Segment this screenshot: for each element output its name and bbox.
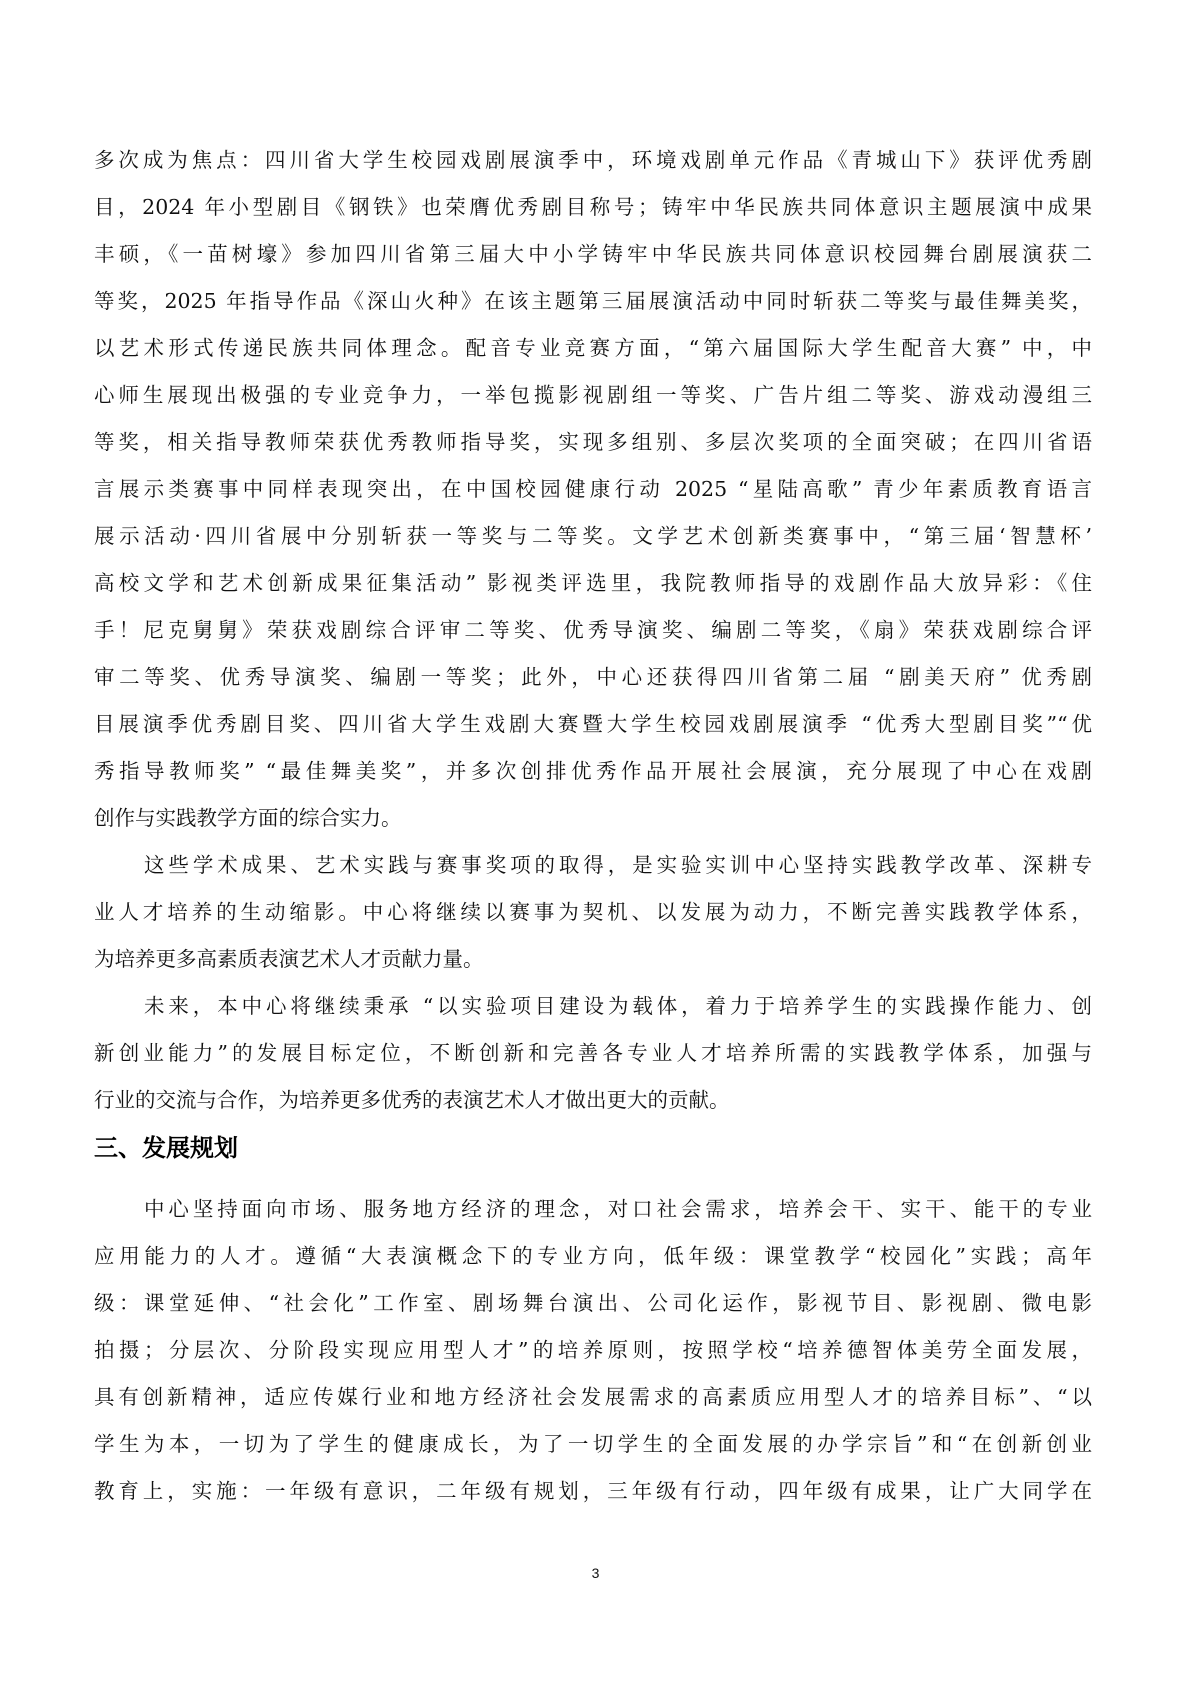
text-line: 心师生展现出极强的专业竞争力，一举包揽影视剧组一等奖、广告片组二等奖、游戏动漫组三	[94, 383, 1092, 407]
text-line: 教育上，实施：一年级有意识，二年级有规划，三年级有行动，四年级有成果，让广大同学在	[94, 1479, 1092, 1503]
text-line: 目，2024 年小型剧目《钢铁》也荣膺优秀剧目称号；铸牢中华民族共同体意识主题展演中成果	[94, 195, 1092, 219]
text-line: 应用能力的人才。遵循“大表演概念下的专业方向，低年级：课堂教学“校园化”实践；高年	[94, 1244, 1092, 1268]
text-line: 学生为本，一切为了学生的健康成长，为了一切学生的全面发展的办学宗旨”和“在创新创业	[94, 1432, 1092, 1456]
text-line: 创作与实践教学方面的综合实力。	[94, 806, 402, 830]
text-line: 未来，本中心将继续秉承 “以实验项目建设为载体，着力于培养学生的实践操作能力、创	[144, 994, 1092, 1018]
page-number: 3	[591, 1565, 600, 1581]
text-line: 为培养更多高素质表演艺术人才贡献力量。	[94, 947, 484, 971]
section-heading: 三、发展规划	[94, 1134, 238, 1162]
text-line: 拍摄；分层次、分阶段实现应用型人才”的培养原则，按照学校“培养德智体美劳全面发展，	[94, 1338, 1092, 1362]
text-line: 言展示类赛事中同样表现突出，在中国校园健康行动 2025 “星陆高歌” 青少年素质教育语言	[94, 477, 1092, 501]
text-line: 新创业能力”的发展目标定位，不断创新和完善各专业人才培养所需的实践教学体系，加强与	[94, 1041, 1092, 1065]
text-line: 具有创新精神，适应传媒行业和地方经济社会发展需求的高素质应用型人才的培养目标”、“以	[94, 1385, 1092, 1409]
text-line: 手！尼克舅舅》荣获戏剧综合评审二等奖、优秀导演奖、编剧二等奖，《扇》荣获戏剧综合评	[94, 618, 1092, 642]
text-line: 丰硕，《一苗树壕》参加四川省第三届大中小学铸牢中华民族共同体意识校园舞台剧展演获二	[94, 242, 1092, 266]
text-line: 这些学术成果、艺术实践与赛事奖项的取得，是实验实训中心坚持实践教学改革、深耕专	[144, 853, 1092, 877]
text-line: 审二等奖、优秀导演奖、编剧一等奖；此外，中心还获得四川省第二届 “剧美天府” 优秀剧	[94, 665, 1092, 689]
text-line: 多次成为焦点：四川省大学生校园戏剧展演季中，环境戏剧单元作品《青城山下》获评优秀剧	[94, 148, 1092, 172]
text-line: 以艺术形式传递民族共同体理念。配音专业竞赛方面，“第六届国际大学生配音大赛” 中，中	[94, 336, 1092, 360]
text-line: 秀指导教师奖” “最佳舞美奖”，并多次创排优秀作品开展社会展演，充分展现了中心在戏剧	[94, 759, 1092, 783]
text-line: 中心坚持面向市场、服务地方经济的理念，对口社会需求，培养会干、实干、能干的专业	[144, 1197, 1092, 1221]
text-line: 等奖，2025 年指导作品《深山火种》在该主题第三届展演活动中同时斩获二等奖与最佳舞美奖，	[94, 289, 1092, 313]
text-line: 行业的交流与合作，为培养更多优秀的表演艺术人才做出更大的贡献。	[94, 1088, 730, 1112]
text-line: 目展演季优秀剧目奖、四川省大学生戏剧大赛暨大学生校园戏剧展演季 “优秀大型剧目奖”“优	[94, 712, 1092, 736]
text-line: 展示活动·四川省展中分别斩获一等奖与二等奖。文学艺术创新类赛事中，“第三届‘智慧杯’	[94, 524, 1092, 548]
text-line: 级：课堂延伸、“社会化”工作室、剧场舞台演出、公司化运作，影视节目、影视剧、微电影	[94, 1291, 1092, 1315]
text-line: 业人才培养的生动缩影。中心将继续以赛事为契机、以发展为动力，不断完善实践教学体系，	[94, 900, 1092, 924]
text-line: 等奖，相关指导教师荣获优秀教师指导奖，实现多组别、多层次奖项的全面突破；在四川省语	[94, 430, 1092, 454]
text-line: 高校文学和艺术创新成果征集活动” 影视类评选里，我院教师指导的戏剧作品大放异彩：《住	[94, 571, 1092, 595]
